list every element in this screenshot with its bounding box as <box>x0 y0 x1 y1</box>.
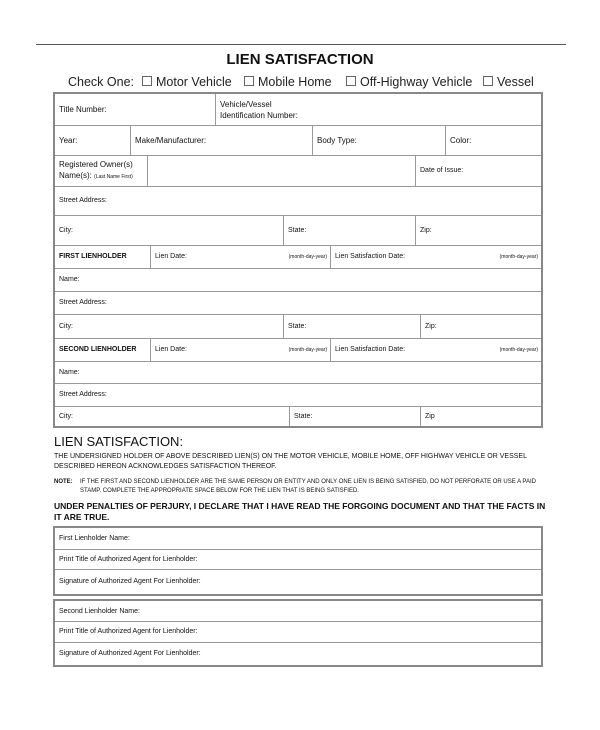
field-label: Make/Manufacturer: <box>135 135 207 145</box>
option-label: Motor Vehicle <box>156 75 232 89</box>
table-row <box>55 549 541 570</box>
note-text: IF THE FIRST AND SECOND LIENHOLDER ARE THE SAME PERSON OR ENTITY AND ONLY ONE LIEN IS BEING SATISFIED, DO NOT PERFORATE OR USE A PAID STAMP. COMPLETE THE APPROPRIATE SPACE BELOW FOR THE LIEN THAT IS BEING SATISFIED. <box>80 479 536 494</box>
date-format-hint: (month-day-year) <box>499 253 538 260</box>
table-row <box>55 383 541 407</box>
first-lienholder-zip-field[interactable] <box>420 314 541 338</box>
table-row <box>55 338 541 362</box>
field-label: Date of Issue: <box>420 167 464 174</box>
table-row <box>55 245 541 269</box>
field-label: Year: <box>59 135 78 145</box>
date-format-hint: (month-day-year) <box>499 346 538 353</box>
table-row <box>55 125 541 156</box>
table-row <box>55 268 541 292</box>
second-lienholder-street-field[interactable] <box>55 383 541 406</box>
field-label: First Lienholder Name: <box>59 535 130 542</box>
table-row <box>55 621 541 643</box>
field-label: Signature of Authorized Agent For Lienholder: <box>59 578 201 585</box>
owner-street-field[interactable] <box>55 186 541 215</box>
form-title: LIEN SATISFACTION <box>226 51 374 68</box>
first-lienholder-city-field[interactable] <box>55 314 283 338</box>
checkbox-icon[interactable] <box>142 76 152 86</box>
vin-field[interactable] <box>215 94 541 125</box>
first-lienholder-state-field[interactable] <box>283 314 420 338</box>
year-field[interactable] <box>55 125 130 155</box>
first-lienholder-street-field[interactable] <box>55 291 541 314</box>
field-label: Print Title of Authorized Agent for Lienholder: <box>59 555 198 563</box>
second-lienholder-heading: SECOND LIENHOLDER <box>59 346 137 353</box>
field-label: Zip: <box>425 322 437 330</box>
color-field[interactable] <box>445 125 541 155</box>
date-format-hint: (month-day-year) <box>288 253 327 260</box>
table-row <box>55 155 541 187</box>
field-label: State: <box>294 412 313 420</box>
checkbox-icon[interactable] <box>483 76 493 86</box>
agent-title-input[interactable] <box>55 549 541 569</box>
field-label: Street Address: <box>59 197 107 204</box>
field-label: Title Number: <box>59 105 107 114</box>
table-row <box>55 361 541 384</box>
first-lienholder-signature-box <box>53 526 543 596</box>
table-row <box>55 528 541 550</box>
top-rule <box>36 44 566 45</box>
date-of-issue-field[interactable] <box>415 155 541 186</box>
checkbox-vessel[interactable] <box>483 75 534 89</box>
field-label: Second Lienholder Name: <box>59 607 140 615</box>
owner-name-input[interactable] <box>147 155 415 186</box>
table-row <box>55 569 541 594</box>
second-lienholder-signature-box <box>53 599 543 667</box>
agent-title-input[interactable] <box>55 621 541 642</box>
first-lien-date-field[interactable] <box>150 245 330 268</box>
first-lienholder-heading: FIRST LIENHOLDER <box>59 253 127 260</box>
second-lienholder-state-field[interactable] <box>289 406 420 426</box>
first-lienholder-name-input[interactable] <box>55 528 541 549</box>
second-lien-date-field[interactable] <box>150 338 330 361</box>
field-label: Street Address: <box>59 299 107 306</box>
note-label: NOTE: <box>54 479 73 485</box>
body-type-field[interactable] <box>312 125 445 155</box>
second-lienholder-city-field[interactable] <box>55 406 289 426</box>
field-label: City: <box>59 412 73 420</box>
table-row <box>55 186 541 216</box>
field-label: City: <box>59 226 73 234</box>
option-label: Mobile Home <box>258 75 332 89</box>
field-label: Vehicle/Vessel Identification Number: <box>220 99 298 120</box>
owner-city-field[interactable] <box>55 215 283 245</box>
field-label: Body Type: <box>317 135 357 145</box>
field-label: Lien Satisfaction Date: <box>335 253 406 260</box>
satisfaction-statement: THE UNDERSIGNED HOLDER OF ABOVE DESCRIBED LIEN(S) ON THE MOTOR VEHICLE, MOBILE HOME, OFF HIGHWAY VEHICLE OR VESSEL DESCRIBED HEREON ACKNOWLEDGES SATISFACTION THEREOF. <box>54 453 527 470</box>
second-lienholder-name-input[interactable] <box>55 601 541 621</box>
owner-state-field[interactable] <box>283 215 415 245</box>
agent-signature-input[interactable] <box>55 642 541 665</box>
section-heading: LIEN SATISFACTION: <box>54 434 184 449</box>
note <box>54 478 544 496</box>
field-label: Color: <box>450 135 472 145</box>
field-label: Registered Owner(s) Name(s): (Last Name First) <box>59 159 133 180</box>
option-label: Off-Highway Vehicle <box>360 75 473 89</box>
owner-zip-field[interactable] <box>415 215 541 245</box>
field-label: Street Address: <box>59 391 107 398</box>
make-field[interactable] <box>130 125 312 155</box>
table-row <box>55 406 541 426</box>
checkbox-motor-vehicle[interactable] <box>142 75 232 89</box>
title-number-field[interactable] <box>55 94 215 125</box>
second-lien-satisfaction-date-field[interactable] <box>330 338 541 361</box>
checkbox-off-highway-vehicle[interactable] <box>346 75 472 89</box>
field-label: Name: <box>59 276 80 283</box>
table-row <box>55 94 541 126</box>
second-lienholder-zip-field[interactable] <box>420 406 541 426</box>
field-label: Zip: <box>420 226 432 234</box>
field-label: Lien Satisfaction Date: <box>335 346 406 353</box>
perjury-declaration: UNDER PENALTIES OF PERJURY, I DECLARE THAT I HAVE READ THE FORGOING DOCUMENT AND THAT THE FACTS IN IT ARE TRUE. <box>54 501 546 522</box>
field-label: City: <box>59 322 73 330</box>
agent-signature-input[interactable] <box>55 569 541 594</box>
field-label: Lien Date: <box>155 346 187 353</box>
option-label: Vessel <box>497 75 534 89</box>
table-row <box>55 291 541 315</box>
vehicle-info-table <box>53 92 543 428</box>
field-label: Name: <box>59 368 80 376</box>
field-label: State: <box>288 322 307 330</box>
field-label: Signature of Authorized Agent For Lienholder: <box>59 650 201 657</box>
field-label: Lien Date: <box>155 253 187 260</box>
field-label: Zip <box>425 412 435 420</box>
field-label: Print Title of Authorized Agent for Lienholder: <box>59 628 198 635</box>
check-one-label: Check One: <box>68 75 135 89</box>
first-lienholder-name-field[interactable] <box>55 268 541 291</box>
field-label: State: <box>288 226 307 234</box>
checkbox-mobile-home[interactable] <box>244 75 332 89</box>
second-lienholder-name-field[interactable] <box>55 361 541 383</box>
owner-label-cell <box>55 155 147 186</box>
first-lien-satisfaction-date-field[interactable] <box>330 245 541 268</box>
table-row <box>55 642 541 665</box>
table-row <box>55 215 541 246</box>
table-row <box>55 601 541 622</box>
table-row <box>55 314 541 339</box>
checkbox-icon[interactable] <box>244 76 254 86</box>
checkbox-icon[interactable] <box>346 76 356 86</box>
date-format-hint: (month-day-year) <box>288 346 327 353</box>
